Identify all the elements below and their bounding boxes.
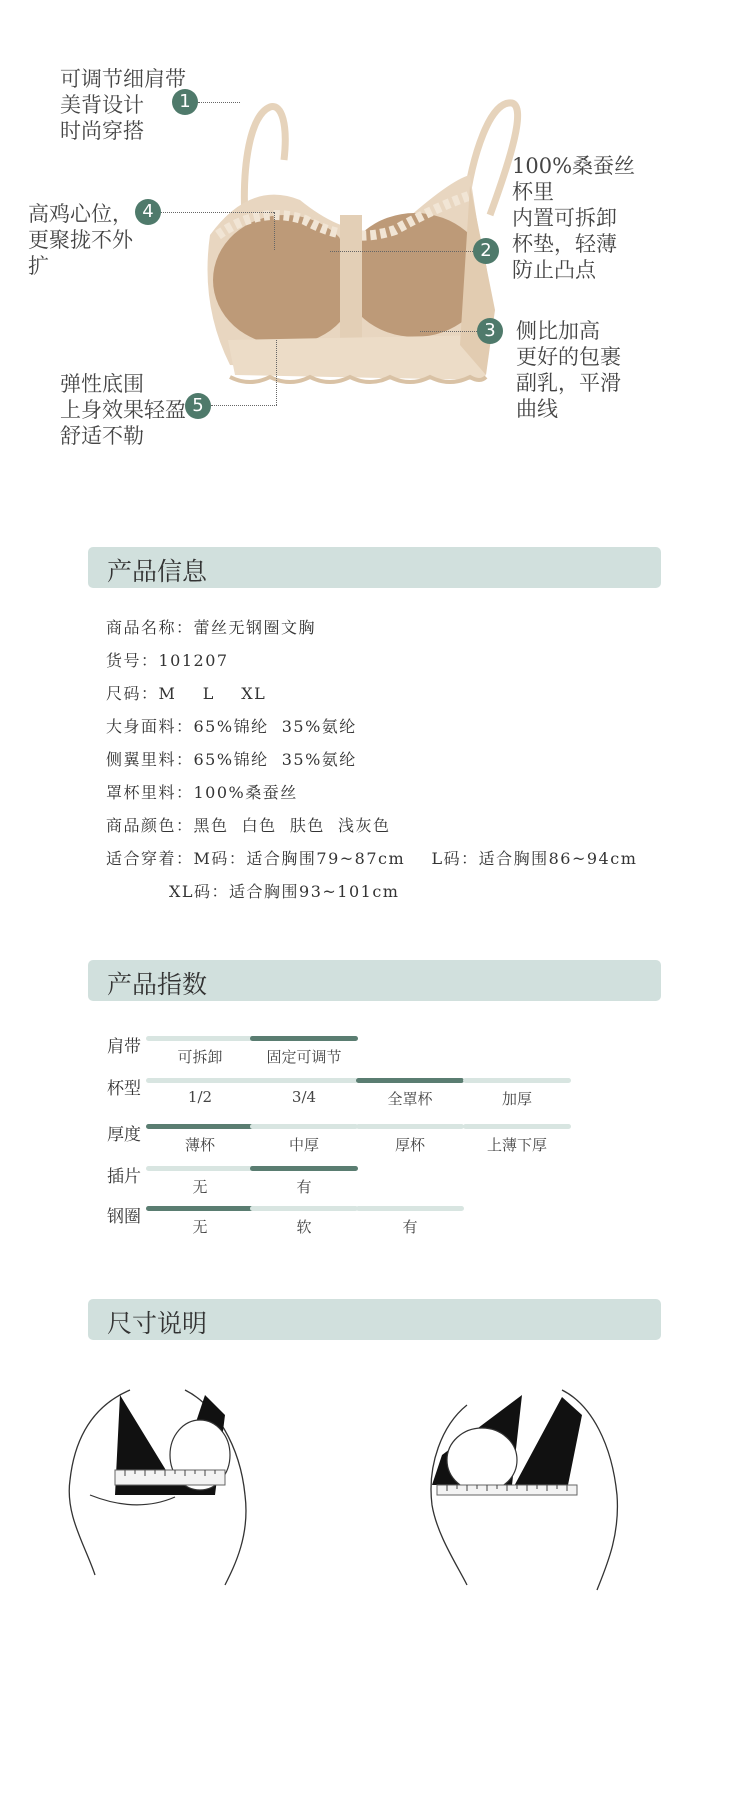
feature-badge-5: 5 xyxy=(185,393,211,419)
index-option-label: 薄杯 xyxy=(184,1136,215,1154)
leader-line-5 xyxy=(211,405,277,406)
feature-text-3: 侧比加高 更好的包裹 副乳，平滑 曲线 xyxy=(516,319,621,421)
product-info-header xyxy=(88,547,661,588)
feature-badge-1: 1 xyxy=(172,89,198,115)
index-option-label: 有 xyxy=(402,1218,418,1236)
index-option-label: 无 xyxy=(192,1218,208,1236)
info-row-cup-lining: 罩杯里料：100%桑蚕丝 xyxy=(106,783,298,802)
leader-line-1 xyxy=(198,102,240,103)
index-option-label: 全罩杯 xyxy=(387,1090,433,1108)
index-label: 插片 xyxy=(107,1167,141,1187)
index-option-label: 无 xyxy=(192,1178,208,1196)
feature-badge-3: 3 xyxy=(477,318,503,344)
feature-text-4: 高鸡心位， 更聚拢不外 扩 xyxy=(28,202,133,278)
feature-text-2: 100%桑蚕丝 杯里 内置可拆卸 杯垫，轻薄 防止凸点 xyxy=(512,154,636,282)
feature-badge-2: 2 xyxy=(473,238,499,264)
section-title: 产品信息 xyxy=(107,557,208,586)
info-row-colors: 商品颜色：黑色 白色 肤色 浅灰色 xyxy=(106,816,391,835)
index-level-bar-active xyxy=(146,1206,254,1211)
index-label: 肩带 xyxy=(107,1037,141,1057)
index-option-label: 软 xyxy=(296,1218,312,1236)
index-level-bar xyxy=(356,1124,464,1129)
index-option-label: 有 xyxy=(296,1178,312,1196)
feature-badge-4: 4 xyxy=(135,199,161,225)
section-title: 尺寸说明 xyxy=(107,1309,208,1338)
index-level-bar xyxy=(356,1206,464,1211)
index-level-bar xyxy=(250,1078,358,1083)
measure-figure-left xyxy=(55,1385,265,1820)
size-guide-header xyxy=(88,1299,661,1340)
measure-figure-right xyxy=(412,1385,632,1820)
leader-line-4b xyxy=(274,212,275,250)
product-index-header xyxy=(88,960,661,1001)
info-row-fit-xl: XL码：适合胸围93~101cm xyxy=(169,882,400,901)
bra-product-image xyxy=(190,95,550,435)
index-option-label: 1/2 xyxy=(187,1088,213,1106)
index-label: 杯型 xyxy=(107,1079,141,1099)
section-title: 产品指数 xyxy=(107,970,208,999)
index-option-label: 厚杯 xyxy=(394,1136,425,1154)
index-level-bar xyxy=(463,1124,571,1129)
index-level-bar xyxy=(146,1166,254,1171)
index-option-label: 中厚 xyxy=(288,1136,319,1154)
index-label: 厚度 xyxy=(107,1125,141,1145)
index-level-bar xyxy=(463,1078,571,1083)
index-level-bar-active xyxy=(250,1036,358,1041)
index-level-bar-active xyxy=(356,1078,464,1083)
info-row-name: 商品名称：蕾丝无钢圈文胸 xyxy=(106,618,317,637)
feature-diagram xyxy=(0,0,750,520)
index-level-bar xyxy=(146,1078,254,1083)
info-row-fit: 适合穿着：M码：适合胸围79~87cm L码：适合胸围86~94cm xyxy=(106,849,638,868)
leader-line-3 xyxy=(420,331,477,332)
index-option-label: 上薄下厚 xyxy=(486,1136,547,1154)
index-option-label: 可拆卸 xyxy=(177,1048,223,1066)
index-option-label: 加厚 xyxy=(501,1090,532,1108)
info-row-wing-lining: 侧翼里料：65%锦纶 35%氨纶 xyxy=(106,750,357,769)
feature-text-5: 弹性底围 上身效果轻盈 舒适不勒 xyxy=(60,372,186,448)
index-level-bar-active xyxy=(250,1166,358,1171)
index-level-bar xyxy=(146,1036,254,1041)
index-option-label: 3/4 xyxy=(291,1088,317,1106)
index-option-label: 固定可调节 xyxy=(266,1048,342,1066)
index-level-bar xyxy=(250,1206,358,1211)
index-level-bar xyxy=(250,1124,358,1129)
leader-line-5b xyxy=(276,340,277,405)
leader-line-4 xyxy=(161,212,274,213)
index-label: 钢圈 xyxy=(107,1207,141,1227)
info-row-sku: 货号：101207 xyxy=(106,651,229,670)
feature-text-1: 可调节细肩带 美背设计 时尚穿搭 xyxy=(60,67,186,143)
leader-line-2 xyxy=(330,251,473,252)
info-row-size: 尺码：M L XL xyxy=(106,684,267,703)
index-level-bar-active xyxy=(146,1124,254,1129)
info-row-body-fabric: 大身面料：65%锦纶 35%氨纶 xyxy=(106,717,357,736)
